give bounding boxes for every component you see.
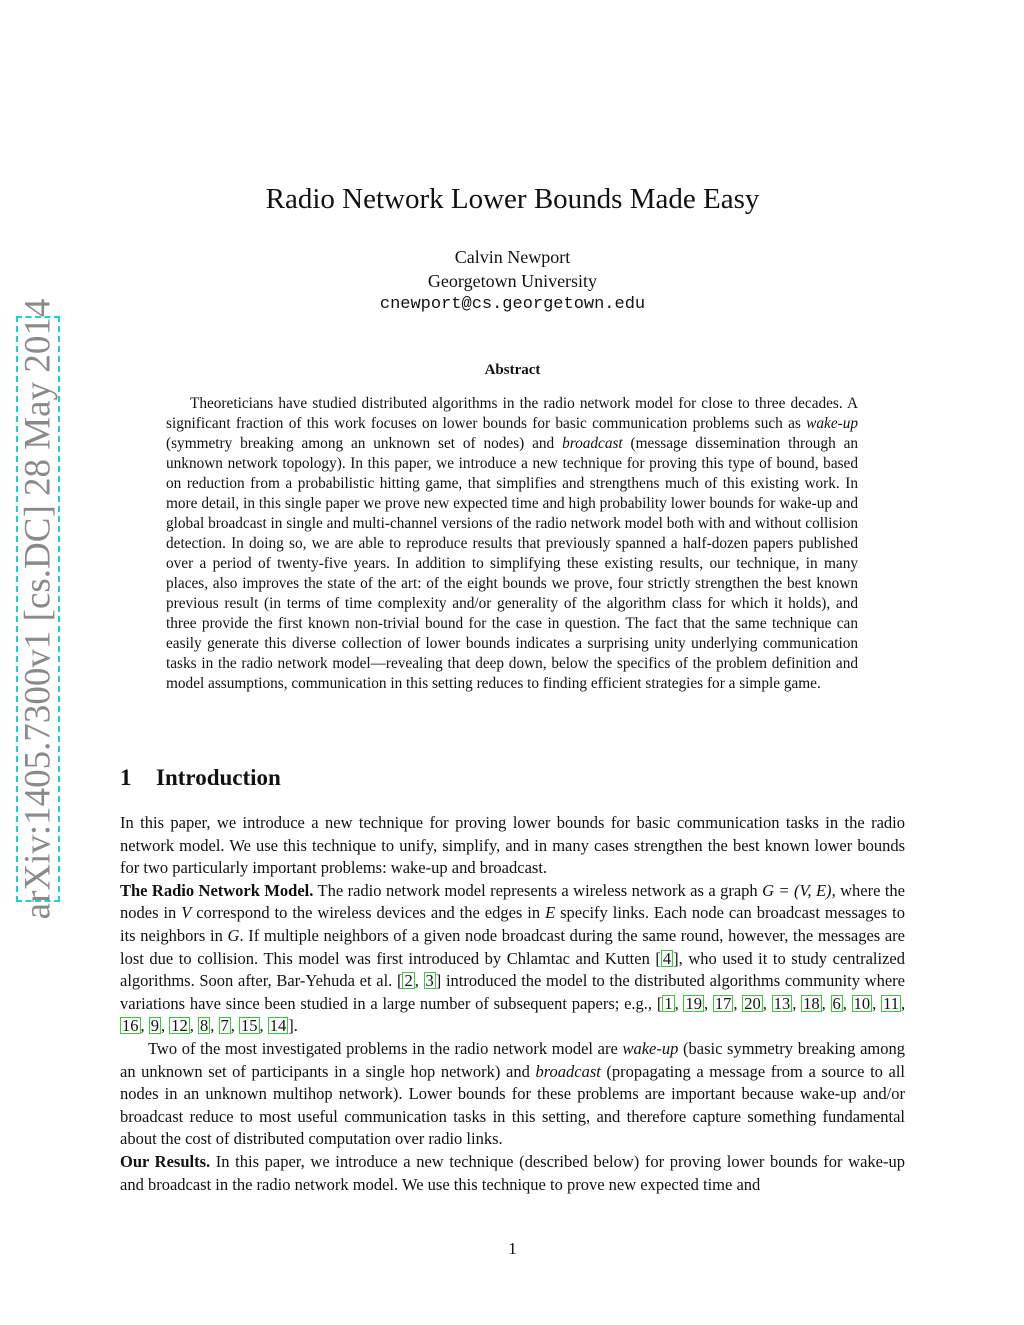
citation-link[interactable]: 16 (122, 1016, 139, 1036)
citation-link[interactable]: 11 (883, 993, 899, 1013)
section-number: 1 (120, 765, 132, 790)
abstract-heading: Abstract (484, 362, 541, 378)
citation-link[interactable]: 10 (853, 993, 871, 1013)
citation-link[interactable]: 4 (662, 948, 672, 968)
citation-link[interactable]: 8 (200, 1016, 209, 1036)
author-block (120, 245, 905, 317)
citation-link[interactable]: 17 (714, 993, 732, 1013)
introduction-body (120, 812, 905, 1196)
page-number: 1 (508, 1239, 517, 1258)
citation-link[interactable]: 7 (220, 1016, 229, 1036)
author-email[interactable]: cnewport@cs.georgetown.edu (379, 295, 646, 314)
citation-list: 1 , 19 , 17 , 20 , 13 , 18 , 6 , 10 , 11 , 16 , 9 , 12 , 8 , 7 , 15 , 14 (122, 993, 906, 1036)
intro-paragraph-results: Our Results. In this paper, we introduce a new technique (described below) for proving lower bounds for wake-up and broadcast in the radio network model. We use this technique to prove new expected time and (120, 1151, 905, 1194)
author-affiliation: Georgetown University (427, 271, 598, 291)
citation-link[interactable]: 14 (269, 1016, 287, 1036)
intro-paragraph-1: In this paper, we introduce a new technique for proving lower bounds for basic communication tasks in the radio network model. We use this technique to unify, simplify, and in many cases strengthen the best known lower bounds for two particularly important problems: wake-up and broadcast. (120, 813, 905, 878)
author-name: Calvin Newport (454, 247, 571, 267)
intro-paragraph-model: The Radio Network Model. The radio network model represents a wireless network as a graph G = (V, E), where the nodes in V correspond to the wireless devices and the edges in E specify links. Each node can broadcast messages to its neighbors in G. If multiple neighbors of a given node broadcast during the same round, however, the messages are lost due to collision. This model was first introduced by Chlamtac and Kutten [ 4 ], who used it to study centralized algorithms. Soon after, Bar-Yehuda et al. [ 2 , 3 ] introduced the model to the distributed algorithms community where variations have since been studied in a large number of subsequent papers; e.g., [ 1 , 19 , 17 , 20 , 13 , 18 , 6 , 10 , 11 , 16 , 9 , 12 , 8 , 7 , 15 , 14 ]. (120, 880, 906, 1036)
citation-link[interactable]: 2 (404, 971, 413, 991)
abstract-text: Theoreticians have studied distributed algorithms in the radio network model for close to three decades. A significant fraction of this work focuses on lower bounds for basic communication problems such as wake-up (symmetry breaking among an unknown set of nodes) and broadcast (message dissemination through an unknown network topology). In this paper, we introduce a new technique for proving this type of bound, based on reduction from a probabilistic hitting game, that simplifies and strengthens much of this existing work. In more detail, in this single paper we prove new expected time and high probability lower bounds for wake-up and global broadcast in single and multi-channel versions of the radio network model both with and without collision detection. In doing so, we are able to reproduce results that previously spanned a half-dozen papers published over a period of twenty-five years. In addition to simplifying these existing results, our technique, in many places, also improves the state of the art: of the eight bounds we prove, four strictly strengthen the best known previous result (in terms of time complexity and/or generality of the algorithm class for which it holds), and three provide the first known non-trivial bound for the case in question. The fact that the same technique can easily generate this diverse collection of lower bounds indicates a surprising unity underlying communication tasks in the radio network model—revealing that deep down, below the specifics of the problem definition and model assumptions, communication in this setting reduces to finding efficient strategies for a simple game. (166, 395, 859, 692)
citation-link[interactable]: 1 (664, 993, 673, 1013)
intro-paragraph-problems: Two of the most investigated problems in the radio network model are wake-up (basic symmetry breaking among an unknown set of participants in a single hop network) and broadcast (propagating a message from a source to all nodes in an unknown multihop network). Lower bounds for these problems are important because wake-up and/or broadcast reduce to most useful communication tasks in this setting, and therefore capture something fundamental about the cost of distributed computation over radio links. (120, 1038, 906, 1149)
arxiv-id-text: arXiv:1405.7300v1 [cs.DC] 28 May 2014 (17, 298, 59, 920)
arxiv-side-stamp (16, 298, 60, 920)
model-run-in-heading: The Radio Network Model. (120, 880, 314, 900)
citation-link[interactable]: 9 (150, 1016, 159, 1036)
citation-link[interactable]: 15 (241, 1016, 258, 1036)
citation-link[interactable]: 13 (773, 993, 791, 1013)
section-heading-introduction (120, 765, 281, 791)
section-title: Introduction (156, 765, 281, 790)
citation-link[interactable]: 12 (171, 1016, 188, 1036)
citation-link[interactable]: 18 (803, 993, 820, 1013)
citation-link[interactable]: 20 (744, 993, 761, 1013)
citation-link[interactable]: 19 (685, 993, 702, 1013)
citation-link[interactable]: 6 (832, 993, 841, 1013)
paper-title: Radio Network Lower Bounds Made Easy (265, 183, 760, 215)
citation-link[interactable]: 3 (425, 971, 434, 991)
results-run-in-heading: Our Results. (120, 1151, 211, 1171)
